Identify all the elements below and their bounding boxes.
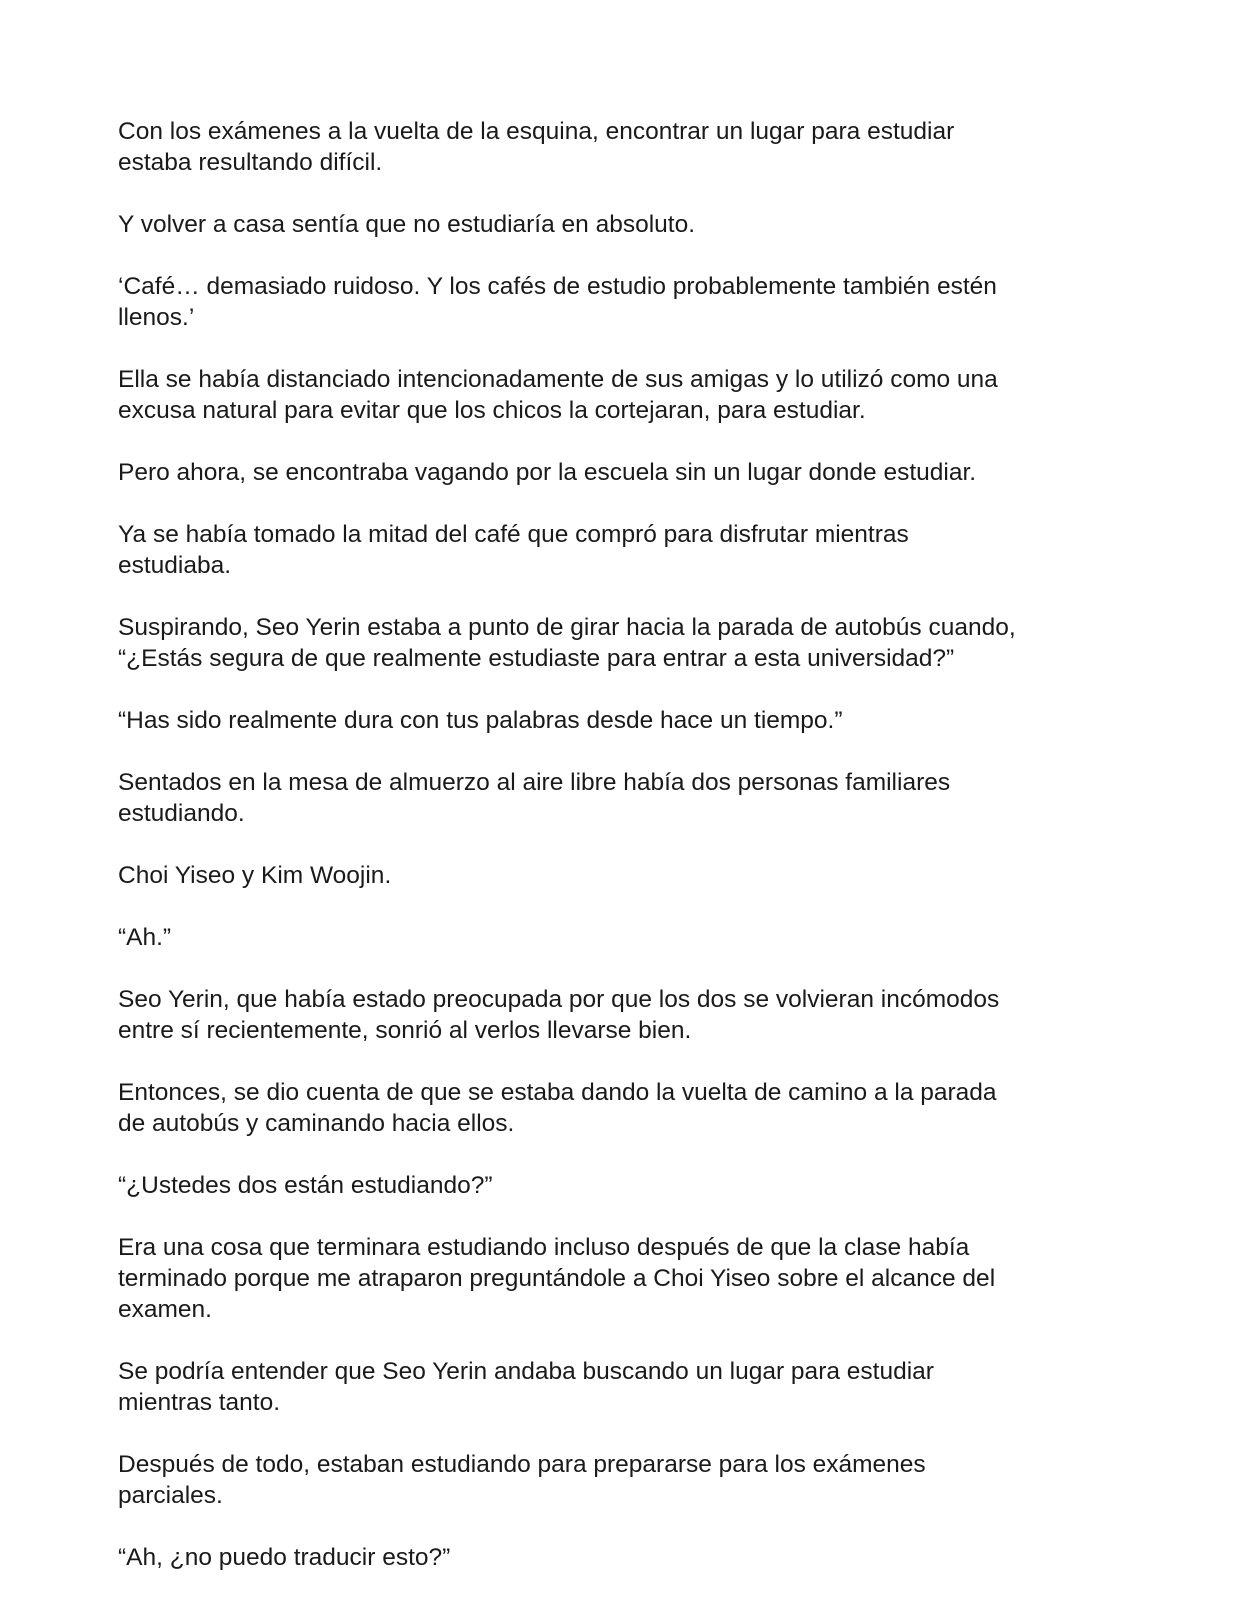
paragraph: “Ah.” [118,924,172,951]
document-body [118,116,1128,1604]
paragraph: Se podría entender que Seo Yerin andaba buscando un lugar para estudiar mientras tanto. [118,1358,934,1416]
paragraph: Era una cosa que terminara estudiando incluso después de que la clase había terminado porque me atraparon preguntándole a Choi Yiseo sobre el alcance del examen. [118,1234,996,1323]
paragraph: ‘Café… demasiado ruidoso. Y los cafés de estudio probablemente también estén llenos.’ [118,273,997,331]
paragraph: Ella se había distanciado intencionadamente de sus amigas y lo utilizó como una excusa natural para evitar que los chicos la cortejaran, para estudiar. [118,366,998,424]
paragraph: Ya se había tomado la mitad del café que compró para disfrutar mientras estudiaba. [118,521,909,579]
paragraph: Suspirando, Seo Yerin estaba a punto de girar hacia la parada de autobús cuando, “¿Estás segura de que realmente estudiaste para entrar a esta universidad?” [118,614,1016,672]
paragraph: “Has sido realmente dura con tus palabras desde hace un tiempo.” [118,707,843,734]
paragraph: “Ah, ¿no puedo traducir esto?” [118,1544,451,1571]
paragraph: Entonces, se dio cuenta de que se estaba dando la vuelta de camino a la parada de autobús y caminando hacia ellos. [118,1079,997,1137]
paragraph: Pero ahora, se encontraba vagando por la escuela sin un lugar donde estudiar. [118,459,977,486]
paragraph: Choi Yiseo y Kim Woojin. [118,862,392,889]
paragraph: “¿Ustedes dos están estudiando?” [118,1172,493,1199]
paragraph: Sentados en la mesa de almuerzo al aire libre había dos personas familiares estudiando. [118,769,951,827]
paragraph: Después de todo, estaban estudiando para prepararse para los exámenes parciales. [118,1451,926,1509]
paragraph: Con los exámenes a la vuelta de la esquina, encontrar un lugar para estudiar estaba resultando difícil. [118,118,955,176]
paragraph: Y volver a casa sentía que no estudiaría en absoluto. [118,211,696,238]
paragraph: Seo Yerin, que había estado preocupada por que los dos se volvieran incómodos entre sí recientemente, sonrió al verlos llevarse bien. [118,986,1000,1044]
